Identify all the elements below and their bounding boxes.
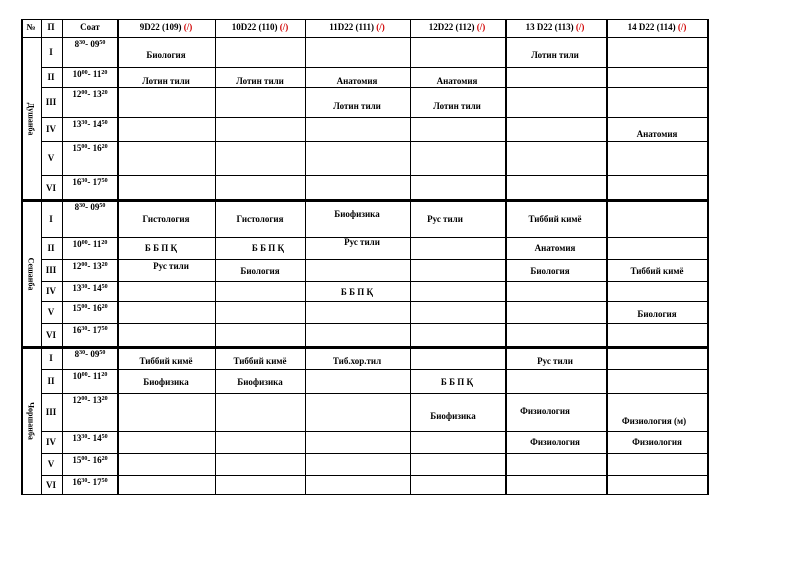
lesson-cell: Рус тили [344, 237, 380, 247]
lesson-cell: Тиб.хор.тил [332, 356, 382, 366]
lesson-cell: Физиология [632, 437, 682, 447]
group-mark: (/) [575, 22, 585, 32]
pair-number: IV [45, 437, 57, 447]
schedule-table [21, 19, 709, 495]
group-mark: (/) [677, 22, 687, 32]
group-name: 9D22 (109) [139, 22, 184, 32]
lesson-cell: Лотин тили [142, 76, 190, 86]
lesson-cell: Физиология (м) [621, 416, 687, 426]
pair-number: II [47, 243, 55, 253]
header-pair: П [47, 22, 55, 32]
time-slot: $8^{30}-$ $09^{50}$ [74, 39, 106, 49]
group-name: 13 D22 (113) [525, 22, 576, 32]
pair-number: III [45, 97, 57, 107]
group-mark: (/) [183, 22, 193, 32]
lesson-cell: Физиология [520, 406, 570, 416]
pair-number: VI [45, 480, 57, 490]
row-divider [41, 175, 709, 176]
lesson-cell: Биофизика [143, 377, 189, 387]
group-header [232, 23, 289, 32]
lesson-cell: Анатомия [436, 76, 478, 86]
row-divider [41, 259, 709, 260]
row-divider [41, 301, 709, 302]
header-time: Соат [80, 22, 100, 32]
column-divider [606, 19, 608, 495]
lesson-cell: Биофизика [334, 209, 380, 219]
time-slot: $15^{00}-$ $16^{20}$ [72, 143, 108, 153]
row-divider [41, 393, 709, 394]
time-slot: $16^{30}-$ $17^{50}$ [72, 325, 108, 335]
pair-number: V [47, 307, 55, 317]
pair-number: I [49, 47, 53, 57]
group-name: 12D22 (112) [428, 22, 477, 32]
lesson-cell: Гистология [236, 214, 284, 224]
lesson-cell: Биология [637, 309, 677, 319]
group-mark: (/) [279, 22, 289, 32]
row-divider [41, 475, 709, 476]
lesson-cell: Б Б П Қ [251, 243, 285, 253]
pair-number: III [45, 265, 57, 275]
column-divider [505, 19, 507, 495]
day-label: Душанба [26, 102, 36, 135]
lesson-cell: Анатомия [636, 129, 678, 139]
pair-number: VI [45, 182, 57, 193]
pair-number: IV [45, 124, 57, 134]
column-divider [117, 19, 119, 495]
group-header [329, 23, 385, 32]
column-divider [707, 19, 709, 495]
group-header [429, 23, 486, 32]
lesson-cell: Биология [146, 50, 186, 60]
lesson-cell: Тиббий кимё [528, 214, 582, 224]
row-divider [41, 431, 709, 432]
lesson-cell: Биофизика [237, 377, 283, 387]
lesson-cell: Тиббий кимё [139, 356, 193, 366]
lesson-cell: Тиббий кимё [233, 356, 287, 366]
time-slot: $16^{30}-$ $17^{50}$ [72, 177, 108, 187]
pair-number: I [49, 213, 53, 224]
lesson-cell: Биология [530, 266, 570, 276]
day-label: Чоршанба [26, 402, 36, 440]
time-slot: $12^{00}-$ $13^{20}$ [72, 395, 108, 405]
pair-number: II [47, 72, 55, 82]
pair-number: VI [45, 330, 57, 340]
row-divider [41, 453, 709, 454]
day-label: Сешанба [26, 257, 36, 290]
time-slot: $15^{00}-$ $16^{20}$ [72, 455, 108, 465]
time-slot: $13^{30}-$ $14^{50}$ [72, 119, 108, 129]
column-divider [62, 19, 63, 495]
time-slot: $8^{30}-$ $09^{50}$ [74, 202, 106, 212]
column-divider [215, 19, 216, 495]
pair-number: II [47, 376, 55, 386]
time-slot: $10^{00}-$ $11^{20}$ [72, 371, 108, 381]
lesson-cell: Тиббий кимё [630, 266, 684, 276]
day-divider [21, 199, 709, 202]
lesson-cell: Б Б П Қ [440, 377, 474, 387]
time-slot: $8^{30}-$ $09^{50}$ [74, 349, 106, 359]
lesson-cell: Рус тили [427, 214, 463, 224]
group-header [140, 23, 193, 32]
time-slot: $13^{30}-$ $14^{50}$ [72, 283, 108, 293]
pair-number: IV [45, 286, 57, 296]
row-divider [41, 141, 709, 142]
lesson-cell: Биология [240, 266, 280, 276]
group-header [628, 23, 687, 32]
time-slot: $13^{30}-$ $14^{50}$ [72, 433, 108, 443]
row-divider [41, 67, 709, 68]
pair-number: I [49, 353, 53, 363]
time-slot: $10^{00}-$ $11^{20}$ [72, 239, 108, 249]
pair-number: III [45, 407, 57, 417]
pair-number: V [47, 153, 55, 163]
lesson-cell: Рус тили [153, 261, 189, 271]
lesson-cell: Физиология [530, 437, 580, 447]
lesson-cell: Лотин тили [531, 50, 579, 60]
lesson-cell: Биофизика [430, 411, 476, 421]
day-divider [21, 346, 709, 349]
group-mark: (/) [476, 22, 486, 32]
lesson-cell: Гистология [142, 214, 190, 224]
time-slot: $10^{00}-$ $11^{20}$ [72, 69, 108, 79]
row-divider [41, 369, 709, 370]
time-slot: $12^{00}-$ $13^{20}$ [72, 261, 108, 271]
row-divider [41, 87, 709, 88]
lesson-cell: Анатомия [336, 76, 378, 86]
lesson-cell: Лотин тили [433, 101, 481, 111]
time-slot: $12^{00}-$ $13^{20}$ [72, 89, 108, 99]
lesson-cell: Анатомия [534, 243, 576, 253]
column-divider [410, 19, 411, 495]
lesson-cell: Б Б П Қ [340, 287, 374, 297]
column-divider [305, 19, 306, 495]
lesson-cell: Б Б П Қ [144, 243, 178, 253]
lesson-cell: Лотин тили [333, 101, 381, 111]
column-divider [21, 19, 23, 495]
time-slot: $16^{30}-$ $17^{50}$ [72, 477, 108, 487]
time-slot: $15^{00}-$ $16^{20}$ [72, 303, 108, 313]
header-number: № [26, 22, 36, 32]
lesson-cell: Рус тили [537, 356, 573, 366]
group-name: 11D22 (111) [329, 22, 377, 32]
group-name: 14 D22 (114) [627, 22, 678, 32]
row-divider [41, 281, 709, 282]
row-divider [41, 117, 709, 118]
group-mark: (/) [376, 22, 385, 32]
group-header [526, 23, 585, 32]
column-divider [41, 19, 42, 495]
group-name: 10D22 (110) [231, 22, 280, 32]
lesson-cell: Лотин тили [236, 76, 284, 86]
pair-number: V [47, 459, 55, 469]
row-divider [41, 323, 709, 324]
